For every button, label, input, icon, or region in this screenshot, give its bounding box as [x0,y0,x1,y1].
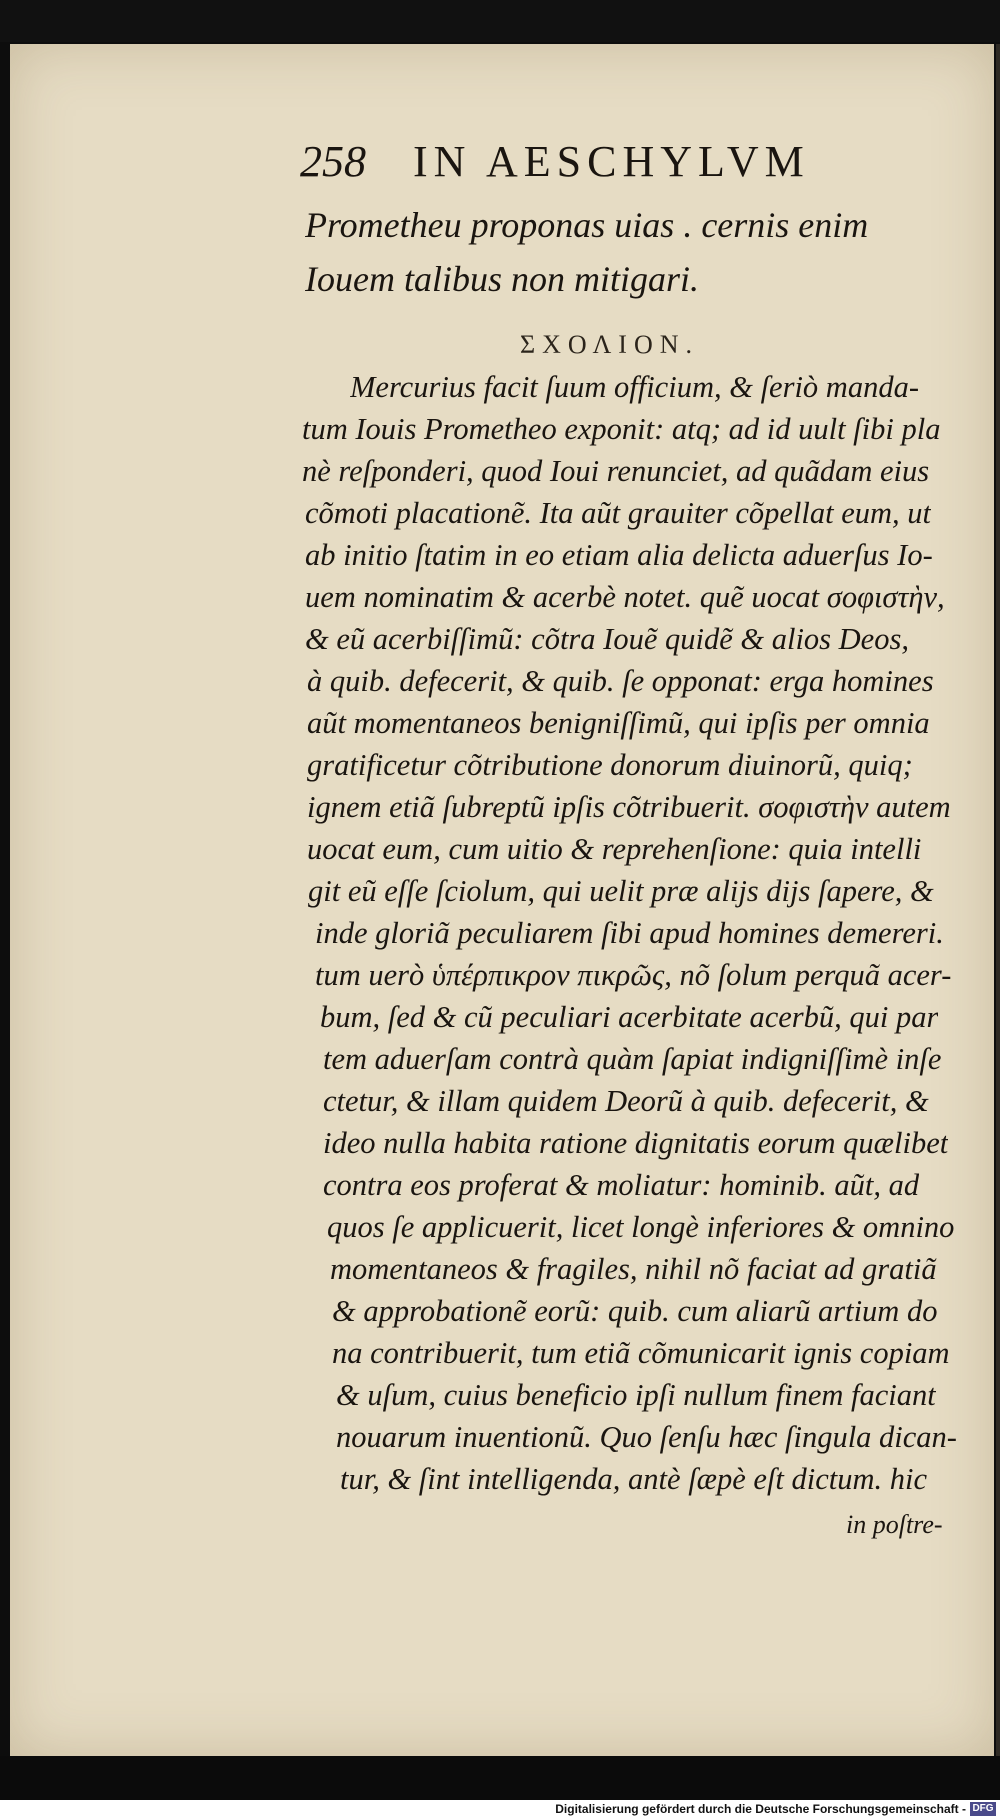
body-line: quos ſe applicuerit, licet longè inferiores & omnino [327,1210,955,1244]
body-line: Mercurius facit ſuum officium, & ſeriò manda- [350,370,919,404]
body-line: ignem etiã ſubreptũ ipſis cõtribuerit. σοφιστὴν autem [307,790,951,824]
running-head-title: IN AESCHYLVM [413,137,810,186]
body-line: ideo nulla habita ratione dignitatis eorum quælibet [323,1126,949,1160]
body-line: ctetur, & illam quidem Deorũ à quib. defecerit, & [323,1084,929,1118]
running-header [300,136,860,196]
body-line: tem aduerſam contrà quàm ſapiat indigniſſimè inſe [323,1042,942,1076]
opening-line-2: Iouem talibus non mitigari. [305,259,699,299]
page-edge-shadow [996,44,1000,1756]
body-line: & uſum, cuius beneficio ipſi nullum finem faciant [336,1378,936,1412]
top-dark-strip [0,0,1000,42]
body-line: bum, ſed & cũ peculiari acerbitate acerbũ, qui par [320,1000,939,1034]
body-line: & eũ acerbiſſimũ: cõtra Iouẽ quidẽ & alios Deos, [305,622,909,656]
catchword: in poſtre- [846,1510,943,1539]
body-line: nouarum inuentionũ. Quo ſenſu hæc ſingula dican- [336,1420,957,1454]
body-line: contra eos proferat & moliatur: hominib. aũt, ad [323,1168,920,1202]
opening-line-1: Prometheu proponas uias . cernis enim [305,205,869,245]
bottom-dark-band [0,1756,1000,1800]
book-page [10,44,994,1756]
body-line: aũt momentaneos benigniſſimũ, qui ipſis per omnia [307,706,930,740]
body-line: gratificetur cõtributione donorum diuinorũ, quiq; [307,748,913,782]
body-line: momentaneos & fragiles, nihil nõ faciat ad gratiã [330,1252,937,1286]
body-line: tum uerò ὑπέρπικρον πικρῶς, nõ ſolum perquã acer- [315,958,952,992]
body-line: ab initio ſtatim in eo etiam alia delicta aduerſus Io- [305,538,933,572]
scholion-heading: ΣΧΟΛΙΟΝ. [520,330,700,359]
body-line: git eũ eſſe ſciolum, qui uelit præ alijs dijs ſapere, & [308,874,934,908]
body-line: & approbationẽ eorũ: quib. cum aliarũ artium do [332,1294,938,1328]
page-number: 258 [300,137,366,186]
body-line: à quib. defecerit, & quib. ſe opponat: erga homines [307,664,934,698]
body-line: uocat eum, cum uitio & reprehenſione: quia intelli [307,832,922,866]
dfg-logo: DFG [970,1802,996,1816]
body-line: tur, & ſint intelligenda, antè ſæpè eſt dictum. hic [340,1462,928,1496]
body-line: nè reſponderi, quod Ioui renunciet, ad quãdam eius [302,454,930,488]
body-line: cõmoti placationẽ. Ita aũt grauiter cõpellat eum, ut [305,496,931,530]
body-line: na contribuerit, tum etiã cõmunicarit ignis copiam [332,1336,950,1370]
body-line: tum Iouis Prometheo exponit: atq; ad id uult ſibi pla [302,412,941,446]
digitization-footer [0,1800,1000,1819]
body-line: uem nominatim & acerbè notet. quẽ uocat σοφιστὴν, [305,580,945,614]
body-line: inde gloriã peculiarem ſibi apud homines demereri. [315,916,944,950]
funding-credit: Digitalisierung gefördert durch die Deutsche Forschungsgemeinschaft - [555,1802,966,1816]
